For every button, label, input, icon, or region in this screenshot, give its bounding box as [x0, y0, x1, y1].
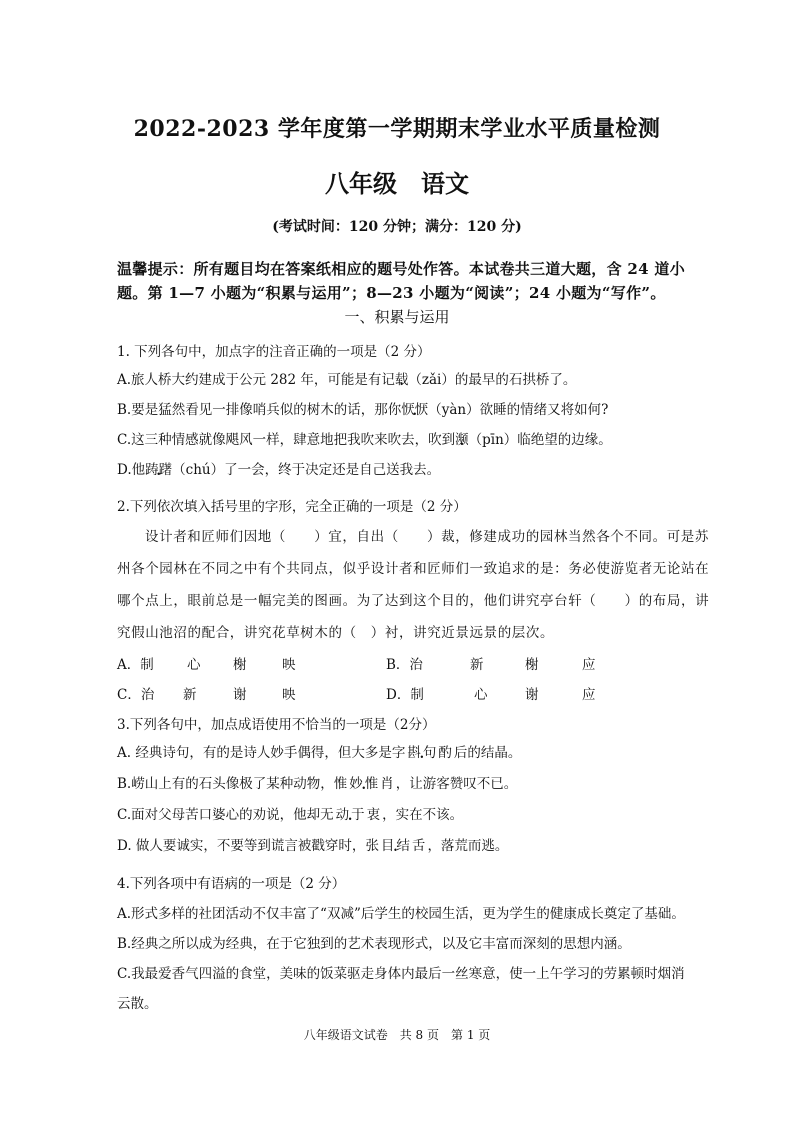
q1-option-d — [117, 458, 440, 478]
q4-option-b: B.经典之所以成为经典，在于它独到的艺术表现形式，以及它丰富而深刻的思想内涵。 — [117, 936, 631, 952]
q2-option-d-1: 心 — [474, 687, 488, 703]
q2-stem: 2.下列依次填入括号里的字形，完全正确的一项是（2 分） — [117, 499, 467, 515]
q3-option-c — [117, 803, 463, 823]
q1-option-c — [117, 428, 612, 448]
dotted-idiom: 字斟句酌 — [391, 745, 454, 761]
exam-info: (考试时间：120 分钟；满分：120 分) — [272, 219, 522, 235]
option-text: （pīn）临绝望的边缘。 — [468, 432, 612, 448]
option-text: （chú）了一会，终于决定还是自己送我去。 — [172, 462, 441, 478]
q2-option-c-3: 映 — [282, 687, 296, 703]
dotted-idiom: 惟妙惟肖 — [333, 776, 396, 792]
option-text: B.要是猛然看见一排像哨兵似的树木的话，那你 — [117, 402, 402, 418]
q2-option-c-1: 新 — [183, 687, 197, 703]
q2-option-b-3: 应 — [582, 657, 596, 673]
q2-option-d-2: 谢 — [525, 687, 539, 703]
q4-stem: 4.下列各项中有语病的一项是（2 分） — [117, 876, 346, 892]
q2-passage-line-3: 哪个点上，眼前总是一幅完美的图画。为了达到这个目的，他们讲究亭台轩（ ）的布局，讲 — [117, 593, 710, 609]
option-text: D. 做人要诚实，不要等到谎言被戳穿时， — [117, 838, 366, 854]
q3-option-d — [117, 834, 508, 854]
option-text: A.旅人桥大约建成于公元 282 年，可能是有记 — [117, 372, 395, 388]
option-text: D.他 — [117, 462, 146, 478]
dotted-idiom: 无动于衷 — [320, 807, 383, 823]
option-text: C.这三种情感就像飓风一样，肆意地把我吹来吹去，吹到 — [117, 432, 456, 448]
q2-passage-line-2: 州各个园林在不同之中有个共同点，似乎设计者和匠师们一致追求的是：务必使游览者无论站在 — [117, 561, 710, 577]
option-text: ，落荒而逃。 — [427, 838, 509, 854]
grade-subject: 八年级 语文 — [325, 169, 469, 198]
option-text: C.面对父母苦口婆心的劝说，他却 — [117, 807, 321, 823]
option-text: ，让游客赞叹不已。 — [395, 776, 518, 792]
q2-option-b-letter: B．治 — [386, 657, 423, 673]
option-text: B.崂山上有的石头像极了某种动物， — [117, 776, 334, 792]
section-title: 一、积累与运用 — [344, 308, 450, 326]
dotted-char: 载 — [394, 372, 409, 388]
q2-option-d-letter: D．制 — [386, 687, 424, 703]
q3-stem: 3.下列各句中，加点成语使用不恰当的一项是（2分） — [117, 717, 436, 733]
option-text: （yàn）欲睡的情绪又将如何? — [428, 402, 609, 418]
q2-option-c-letter: C．治 — [117, 687, 155, 703]
q2-option-d-3: 应 — [582, 687, 596, 703]
q2-passage-line-4: 究假山池沼的配合，讲究花草树木的（ ）衬，讲究近景远景的层次。 — [117, 625, 555, 641]
q2-option-a-2: 榭 — [233, 657, 247, 673]
q3-option-a — [117, 741, 521, 761]
option-text: A. 经典诗句，有的是诗人妙手偶得，但大多是 — [117, 745, 392, 761]
q2-option-b-1: 新 — [470, 657, 484, 673]
notice-line-1: 温馨提示：所有题目均在答案纸相应的题号处作答。本试卷共三道大题，含 24 道小 — [117, 260, 686, 278]
option-text: 后的结晶。 — [453, 745, 522, 761]
exam-title: 2022-2023 学年度第一学期期末学业水平质量检测 — [133, 116, 661, 142]
notice-line-2: 题。第 1—7 小题为“积累与运用”；8—23 小题为“阅读”；24 小题为“写作”。 — [117, 284, 666, 302]
q1-stem: 1. 下列各句中，加点字的注音正确的一项是（2 分） — [117, 344, 431, 360]
q2-option-a-letter: A．制 — [117, 657, 154, 673]
q2-option-a-1: 心 — [187, 657, 201, 673]
q2-option-a-3: 映 — [282, 657, 296, 673]
q1-option-b — [117, 398, 608, 418]
q4-option-c-line-2: 云散。 — [117, 996, 158, 1012]
q2-option-b-2: 榭 — [525, 657, 539, 673]
dotted-char: 恹恹 — [401, 402, 429, 418]
q4-option-c-line-1: C.我最爱香气四溢的食堂，美味的饭菜驱走身体内最后一丝寒意，使一上午学习的劳累顿时烟消 — [117, 966, 685, 982]
dotted-char: 濒 — [455, 432, 469, 448]
page-footer: 八年级语文试卷 共 8 页 第 1 页 — [303, 1028, 491, 1042]
q1-option-a — [117, 368, 576, 388]
q2-option-c-2: 谢 — [233, 687, 247, 703]
dotted-idiom: 张目结舌 — [365, 838, 428, 854]
q4-option-a: A.形式多样的社团活动不仅丰富了“双减”后学生的校园生活，更为学生的健康成长奠定了基础。 — [117, 906, 685, 922]
option-text: ，实在不该。 — [382, 807, 464, 823]
q2-passage-line-1: 设计者和匠师们因地（ ）宜，自出（ ）裁，修建成功的园林当然各个不同。可是苏 — [145, 529, 709, 545]
dotted-char: 踌躇 — [145, 462, 173, 478]
option-text: （zǎi）的最早的石拱桥了。 — [408, 372, 577, 388]
q3-option-b — [117, 772, 517, 792]
